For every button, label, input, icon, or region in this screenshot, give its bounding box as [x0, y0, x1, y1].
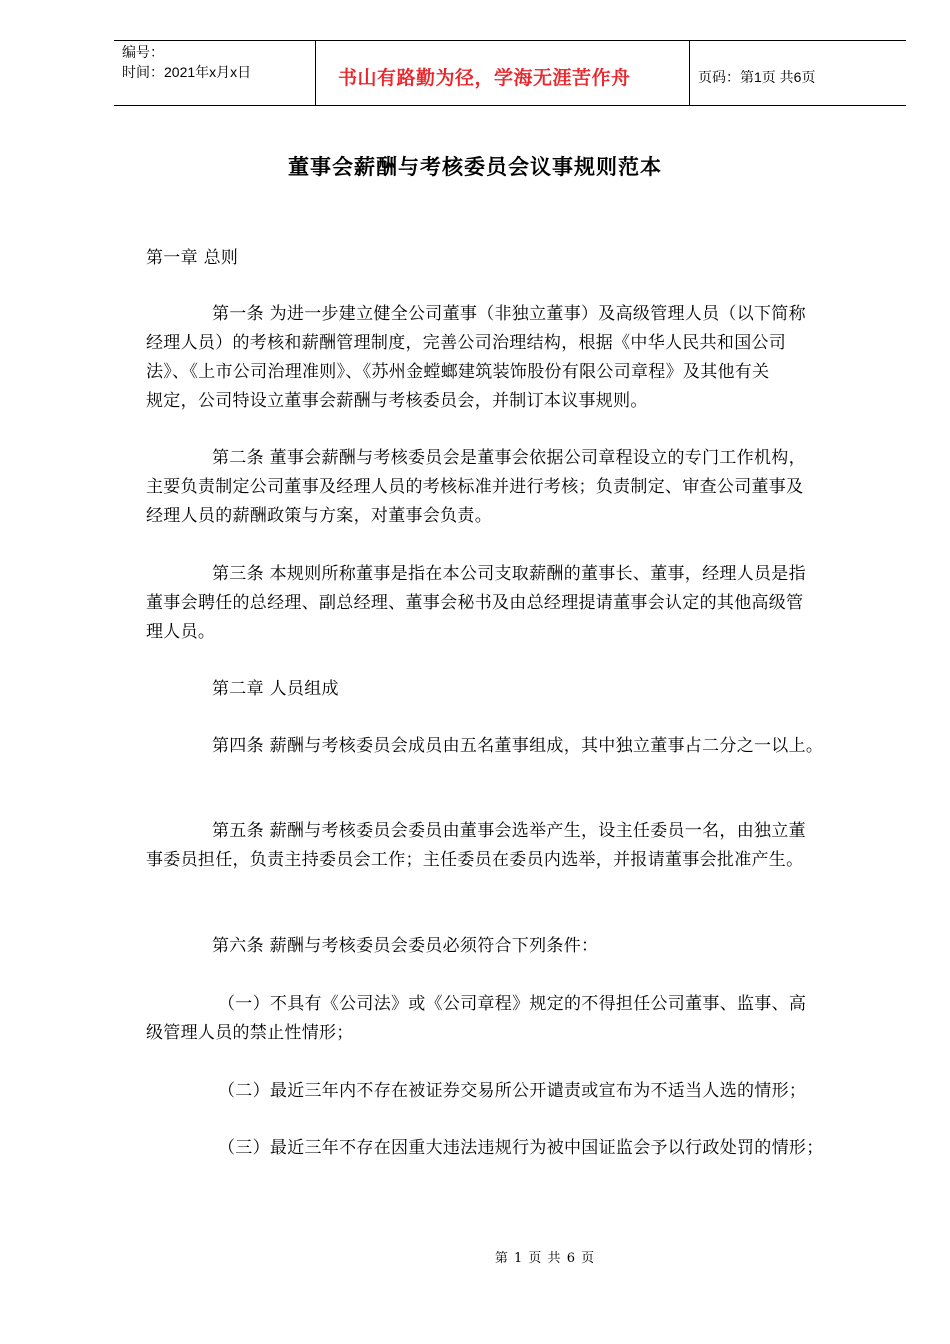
condition-item-2 [146, 1077, 888, 1106]
item-line: 级管理人员的禁止性情形； [146, 1023, 354, 1043]
chapter-2-text: 第二章 人员组成 [212, 679, 339, 699]
page-footer: 第 1 页 共 6 页 [494, 1251, 596, 1266]
condition-item-1 [146, 990, 888, 1048]
header-motto-cell [316, 41, 690, 105]
article-line: 第五条 薪酬与考核委员会委员由董事会选举产生，设主任委员一名，由独立董 [212, 821, 806, 841]
article-line: 第一条 为进一步建立健全公司董事（非独立董事）及高级管理人员（以下简称 [212, 304, 806, 324]
article-1 [146, 300, 888, 416]
chapter-1-text: 第一章 总则 [146, 248, 239, 268]
article-line: 经理人员的薪酬政策与方案，对董事会负责。 [146, 506, 492, 526]
article-line: 第六条 薪酬与考核委员会委员必须符合下列条件： [212, 936, 599, 956]
article-line: 第二条 董事会薪酬与考核委员会是董事会依据公司章程设立的专门工作机构， [212, 448, 806, 468]
item-line: （一）不具有《公司法》或《公司章程》规定的不得担任公司董事、监事、高 [218, 994, 807, 1014]
article-4 [146, 732, 888, 761]
item-line: （二）最近三年内不存在被证券交易所公开谴责或宣布为不适当人选的情形； [218, 1081, 807, 1101]
condition-item-3 [146, 1134, 888, 1163]
article-3 [146, 560, 888, 647]
item-line: （三）最近三年不存在因重大违法违规行为被中国证监会予以行政处罚的情形； [218, 1138, 824, 1158]
article-line: 第四条 薪酬与考核委员会成员由五名董事组成，其中独立董事占二分之一以上。 [212, 736, 824, 756]
time-label: 时间：2021年x月x日 [122, 64, 252, 80]
article-line: 法》、《上市公司治理准则》、《苏州金螳螂建筑装饰股份有限公司章程》及其他有关 [146, 362, 770, 382]
article-line: 经理人员）的考核和薪酬管理制度，完善公司治理结构，根据《中华人民共和国公司 [146, 333, 787, 353]
document-title: 董事会薪酬与考核委员会议事规则范本 [288, 155, 662, 179]
article-line: 第三条 本规则所称董事是指在本公司支取薪酬的董事长、董事，经理人员是指 [212, 564, 806, 584]
article-line: 事委员担任，负责主持委员会工作；主任委员在委员内选举，并报请董事会批准产生。 [146, 850, 804, 870]
chapter-heading-1 [146, 244, 888, 273]
document-header [114, 40, 906, 106]
article-line: 主要负责制定公司董事及经理人员的考核标准并进行考核；负责制定、审查公司董事及 [146, 477, 804, 497]
article-2 [146, 444, 888, 531]
chapter-heading-2 [146, 675, 888, 704]
number-label: 编号： [122, 44, 164, 60]
header-left-cell [114, 41, 316, 105]
article-6 [146, 932, 888, 961]
page-info: 页码：第1页 共6页 [698, 69, 816, 85]
article-line: 董事会聘任的总经理、副总经理、董事会秘书及由总经理提请董事会认定的其他高级管 [146, 593, 804, 613]
motto-text: 书山有路勤为径，学海无涯苦作舟 [338, 67, 631, 89]
article-line: 规定，公司特设立董事会薪酬与考核委员会，并制订本议事规则。 [146, 391, 648, 411]
article-line: 理人员。 [146, 622, 216, 642]
article-5 [146, 817, 888, 875]
header-page-cell [690, 41, 906, 105]
